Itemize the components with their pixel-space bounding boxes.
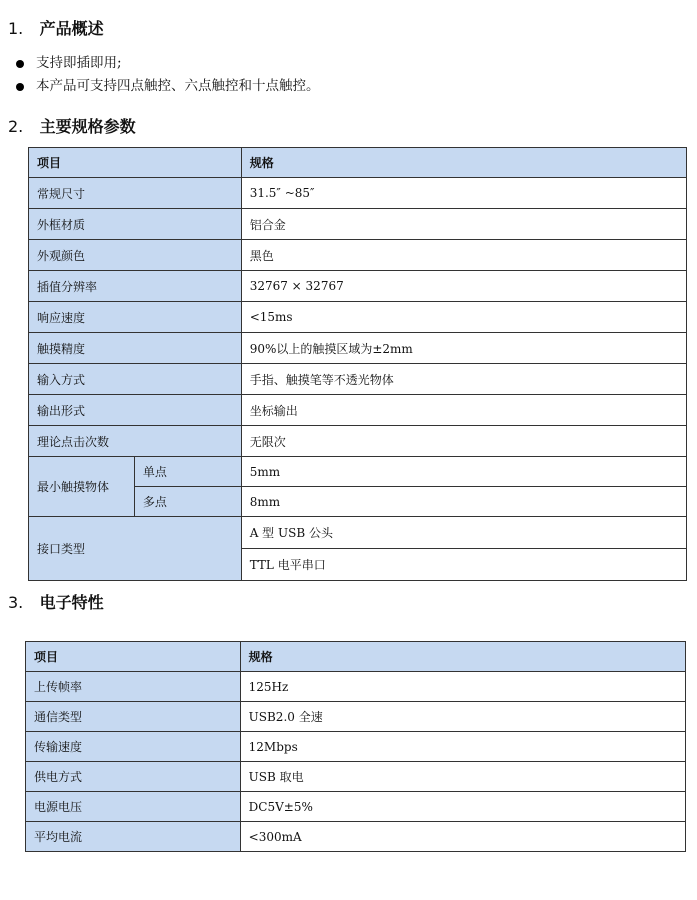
table-row <box>29 333 687 364</box>
row-spec: 铝合金 <box>241 209 686 240</box>
section-2-heading <box>8 114 136 137</box>
table-header-row <box>29 148 687 178</box>
table-row <box>29 271 687 302</box>
row-spec: 90%以上的触摸区域为±2mm <box>241 333 686 364</box>
min-object-sub-label: 多点 <box>134 487 241 517</box>
row-spec: 坐标输出 <box>241 395 686 426</box>
section-1-heading <box>8 16 104 39</box>
row-item: 触摸精度 <box>29 333 242 364</box>
row-spec: DC5V±5% <box>240 792 685 822</box>
header-spec: 规格 <box>240 642 685 672</box>
table-row <box>26 672 686 702</box>
interface-spec: A 型 USB 公头 <box>241 517 686 549</box>
row-item: 响应速度 <box>29 302 242 333</box>
row-spec: 手指、触摸笔等不透光物体 <box>241 364 686 395</box>
table-row <box>26 792 686 822</box>
section-3-number: 3. <box>8 593 24 612</box>
table-row <box>29 178 687 209</box>
row-item: 上传帧率 <box>26 672 241 702</box>
row-spec: USB 取电 <box>240 762 685 792</box>
table-row <box>26 702 686 732</box>
row-spec: <300mA <box>240 822 685 852</box>
section-2-title: 主要规格参数 <box>39 117 136 136</box>
row-item: 输出形式 <box>29 395 242 426</box>
row-spec: 黑色 <box>241 240 686 271</box>
min-object-sub-label: 单点 <box>134 457 241 487</box>
section-3-heading <box>8 590 104 613</box>
row-item: 通信类型 <box>26 702 241 732</box>
table-row <box>29 395 687 426</box>
row-spec: 125Hz <box>240 672 685 702</box>
table-row <box>29 240 687 271</box>
min-object-sub-spec: 5mm <box>241 457 686 487</box>
header-spec: 规格 <box>241 148 686 178</box>
row-spec: 31.5″ ~85″ <box>241 178 686 209</box>
section-2-number: 2. <box>8 117 24 136</box>
row-item: 平均电流 <box>26 822 241 852</box>
feature-item: 支持即插即用; <box>14 52 320 75</box>
row-item: 插值分辨率 <box>29 271 242 302</box>
table-row <box>29 457 687 487</box>
row-item: 外框材质 <box>29 209 242 240</box>
table-row <box>29 302 687 333</box>
table-row <box>29 209 687 240</box>
section-1-title: 产品概述 <box>39 19 104 38</box>
table-row <box>29 517 687 549</box>
row-item: 传输速度 <box>26 732 241 762</box>
row-spec: USB2.0 全速 <box>240 702 685 732</box>
header-item: 项目 <box>29 148 242 178</box>
header-item: 项目 <box>26 642 241 672</box>
table-row <box>26 732 686 762</box>
table-row <box>26 762 686 792</box>
row-item: 供电方式 <box>26 762 241 792</box>
row-spec: <15ms <box>241 302 686 333</box>
row-spec: 12Mbps <box>240 732 685 762</box>
table-header-row <box>26 642 686 672</box>
section-3-title: 电子特性 <box>39 593 104 612</box>
row-item: 理论点击次数 <box>29 426 242 457</box>
spec-table <box>28 147 687 581</box>
feature-list <box>14 52 320 98</box>
row-spec: 无限次 <box>241 426 686 457</box>
row-item: 电源电压 <box>26 792 241 822</box>
table-row <box>29 364 687 395</box>
row-item: 输入方式 <box>29 364 242 395</box>
feature-item: 本产品可支持四点触控、六点触控和十点触控。 <box>14 75 320 98</box>
min-object-item: 最小触摸物体 <box>29 457 135 517</box>
electrical-table <box>25 641 686 852</box>
row-spec: 32767 × 32767 <box>241 271 686 302</box>
row-item: 常规尺寸 <box>29 178 242 209</box>
table-row <box>26 822 686 852</box>
table-row <box>29 426 687 457</box>
row-item: 外观颜色 <box>29 240 242 271</box>
interface-item: 接口类型 <box>29 517 242 581</box>
section-1-number: 1. <box>8 19 24 38</box>
interface-spec: TTL 电平串口 <box>241 549 686 581</box>
min-object-sub-spec: 8mm <box>241 487 686 517</box>
